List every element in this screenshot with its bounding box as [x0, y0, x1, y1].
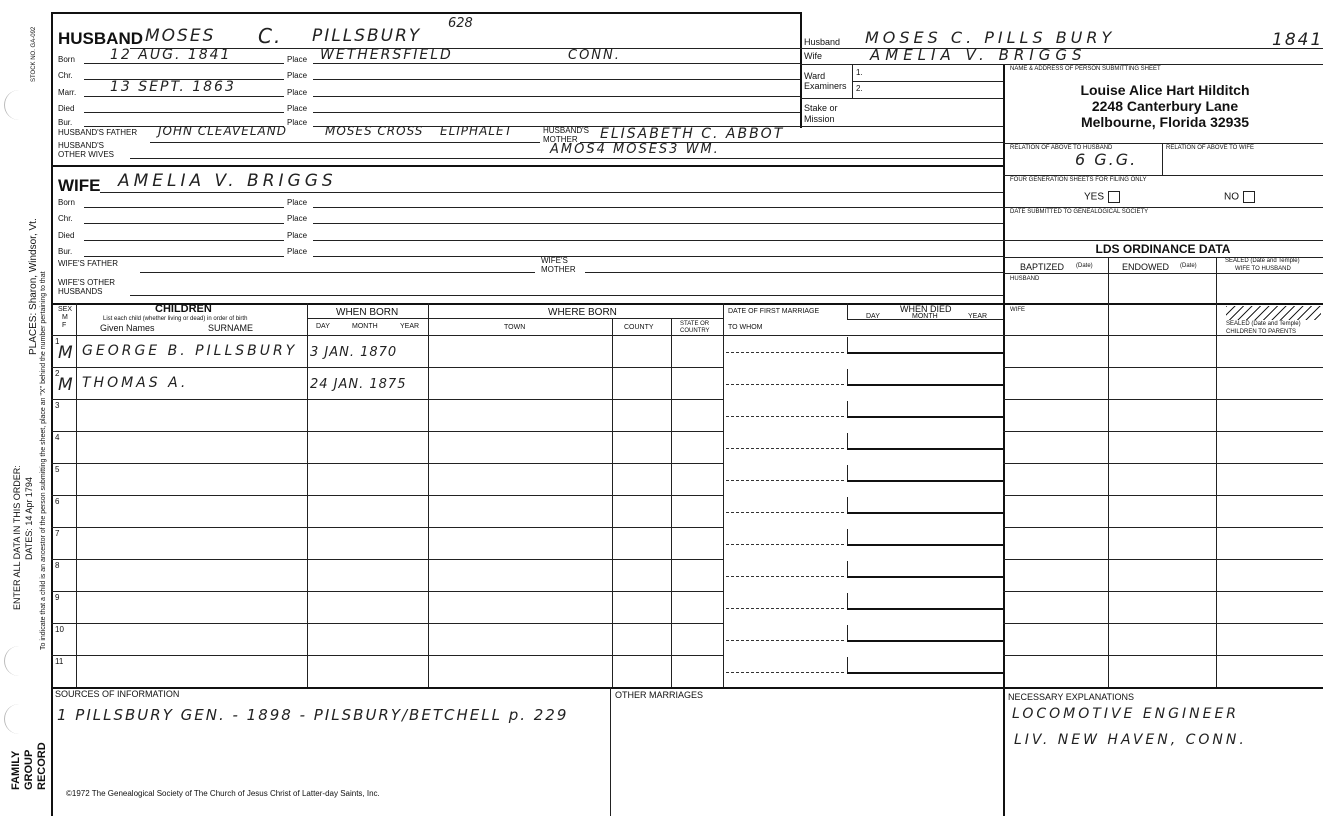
rule [852, 81, 1003, 82]
died-line [847, 352, 1003, 354]
explanation-line-1[interactable]: LOCOMOTIVE ENGINEER [1012, 706, 1240, 722]
rule [585, 272, 1003, 273]
rule [847, 303, 848, 319]
col-first-marriage: DATE OF FIRST MARRIAGE [728, 308, 820, 315]
explanation-line-2[interactable]: LIV. NEW HAVEN, CONN. [1014, 732, 1247, 748]
relation-wife-label: RELATION OF ABOVE TO WIFE [1166, 145, 1255, 151]
wife-other-husbands-label-2: HUSBANDS [58, 287, 103, 296]
child-name[interactable]: GEORGE B. PILLSBURY [82, 343, 298, 359]
col-sex: SEX [58, 306, 73, 313]
child-row-number: 3 [55, 401, 60, 410]
rule [847, 319, 1003, 320]
marriage-dashed-line [726, 352, 844, 353]
other-marriages-label: OTHER MARRIAGES [615, 690, 704, 700]
rule [84, 112, 284, 113]
rule [800, 98, 1003, 99]
husband-surname[interactable]: PILLSBURY [312, 26, 422, 46]
lds-sealed-wife-2: WIFE TO HUSBAND [1235, 266, 1291, 272]
punch-hole [4, 704, 21, 734]
table-row [51, 495, 723, 496]
rule [313, 96, 800, 97]
husband-bur-place-label: Place [287, 118, 308, 127]
rule [100, 192, 1003, 193]
rule [51, 335, 1003, 336]
frame-left [51, 12, 53, 816]
divider-children [51, 303, 1323, 305]
table-row [51, 559, 723, 560]
child-sex[interactable]: M [58, 343, 75, 363]
relation-husband-label: RELATION OF ABOVE TO HUSBAND [1010, 145, 1113, 151]
died-line [847, 576, 1003, 578]
rule [84, 207, 284, 208]
died-bracket [847, 401, 848, 416]
lds-hatched-box [1226, 306, 1321, 320]
four-gen-no[interactable] [1224, 191, 1255, 203]
rule [130, 295, 1003, 296]
frame-right-divider [1003, 64, 1005, 816]
wife-died-label: Died [58, 231, 75, 240]
wife-chr-label: Chr. [58, 214, 73, 223]
lds-endowed-date: (Date) [1180, 263, 1197, 269]
lds-row-line [1003, 495, 1323, 496]
husband-heading: HUSBAND [58, 29, 143, 48]
enter-data-note: ENTER ALL DATA IN THIS ORDER: [12, 465, 22, 610]
mission-label: Mission [804, 114, 835, 124]
col-died-month: MONTH [912, 313, 938, 320]
husband-died-place-label: Place [287, 104, 308, 113]
col-state: STATE OR [680, 321, 710, 327]
rule [1003, 175, 1323, 176]
punch-hole [4, 90, 21, 120]
husband-born-date[interactable]: 12 AUG. 1841 [110, 47, 232, 63]
child-row-number: 11 [55, 657, 64, 666]
husband-mother-label-1: HUSBAND'S [543, 126, 589, 135]
marriage-dashed-line [726, 544, 844, 545]
submitter-street[interactable]: 2248 Canterbury Lane [1091, 98, 1239, 114]
rule [1003, 207, 1323, 208]
rule [1003, 143, 1323, 144]
table-row [51, 431, 723, 432]
rule [313, 79, 800, 80]
died-bracket [847, 465, 848, 480]
lds-row-line [1003, 335, 1323, 336]
lds-sealed-children-1: SEALED (Date and Temple) [1226, 321, 1301, 327]
died-bracket [847, 497, 848, 512]
rule [84, 256, 284, 257]
rule [84, 240, 284, 241]
four-gen-yes[interactable] [1084, 191, 1120, 203]
sources-label: SOURCES OF INFORMATION [55, 689, 180, 699]
died-line [847, 384, 1003, 386]
child-row-number: 9 [55, 593, 60, 602]
col-surname: SURNAME [208, 323, 254, 333]
rule [1003, 240, 1323, 241]
husband-father-extra2[interactable]: ELIPHALET [440, 124, 513, 138]
rule [150, 142, 540, 143]
col-sex-m: M [62, 314, 68, 321]
husband-father[interactable]: JOHN CLEAVELAND [158, 124, 287, 138]
rule [612, 318, 613, 687]
col-sex-f: F [62, 322, 67, 329]
rule [130, 158, 1003, 159]
lds-row-line [1003, 463, 1323, 464]
marriage-dashed-line [726, 608, 844, 609]
husband-mother[interactable]: ELISABETH C. ABBOT [600, 126, 785, 142]
ward-wife-name[interactable]: AMELIA V. BRIGGS [870, 46, 1087, 64]
col-county: COUNTY [624, 324, 654, 331]
lds-row-line [1003, 527, 1323, 528]
died-bracket [847, 625, 848, 640]
col-died-day: DAY [866, 313, 880, 320]
husband-given-name[interactable]: MOSES [145, 26, 216, 46]
lds-row-line [1003, 623, 1323, 624]
ancestor-instruction: To indicate that a child is an ancestor of the person submitting the sheet, place an "X" behind the number pertaining to that [40, 271, 47, 650]
table-row [51, 623, 723, 624]
rule [313, 63, 800, 64]
lds-baptized-date: (Date) [1076, 263, 1093, 269]
rule [84, 63, 284, 64]
marriage-dashed-line [726, 448, 844, 449]
stake-label: Stake or [804, 103, 838, 113]
lds-row-line [1003, 655, 1323, 656]
husband-chr-label: Chr. [58, 71, 73, 80]
four-gen-label: FOUR GENERATION SHEETS FOR FILING ONLY [1010, 177, 1147, 183]
child-born-date[interactable]: 3 JAN. 1870 [310, 345, 398, 360]
rule [84, 96, 284, 97]
died-bracket [847, 369, 848, 384]
col-children: CHILDREN [155, 303, 212, 315]
col-when-died: WHEN DIED [900, 304, 952, 314]
stock-number: STOCK NO. GA-092 [31, 26, 37, 82]
rule [1162, 143, 1163, 175]
col-when-born: WHEN BORN [336, 307, 399, 318]
ward-wife-label: Wife [804, 51, 822, 61]
child-born-date[interactable]: 24 JAN. 1875 [310, 377, 407, 392]
husband-mother-label-2: MOTHER [543, 135, 578, 144]
died-line [847, 512, 1003, 514]
rule [723, 303, 724, 687]
col-town: TOWN [504, 324, 526, 331]
died-line [847, 608, 1003, 610]
died-bracket [847, 337, 848, 352]
sources-text[interactable]: 1 PILLSBURY GEN. - 1898 - PILSBURY/BETCHELL p. 229 [57, 706, 569, 724]
child-row-number: 2 [55, 369, 60, 378]
rule [428, 318, 723, 319]
husband-other-wives-label-1: HUSBAND'S [58, 141, 104, 150]
date-submitted-label: DATE SUBMITTED TO GENEALOGICAL SOCIETY [1010, 209, 1149, 215]
wife-other-husbands-label-1: WIFE'S OTHER [58, 278, 116, 287]
husband-other-wives-label-2: OTHER WIVES [58, 150, 115, 159]
divider-wife [51, 165, 1003, 167]
examiner-2: 2. [856, 84, 863, 93]
lds-row-line [1003, 431, 1323, 432]
table-row [51, 591, 723, 592]
husband-father-extra[interactable]: MOSES CROSS [325, 124, 424, 138]
table-row [51, 399, 723, 400]
wife-bur-label: Bur. [58, 247, 73, 256]
husband-father-label: HUSBAND'S FATHER [58, 128, 138, 137]
rule [313, 112, 800, 113]
husband-born-state[interactable]: CONN. [568, 48, 621, 63]
rule [313, 207, 1003, 208]
lds-row-line [1003, 399, 1323, 400]
died-line [847, 640, 1003, 642]
rule [313, 256, 1003, 257]
wife-chr-place-label: Place [287, 214, 308, 223]
yes-label: YES [1084, 191, 1105, 203]
lds-title: LDS ORDINANCE DATA [1095, 242, 1231, 256]
child-sex[interactable]: M [58, 375, 75, 395]
rule [671, 318, 672, 687]
child-row-number: 6 [55, 497, 60, 506]
husband-initial[interactable]: C. [258, 24, 283, 48]
ward-husband-label: Husband [804, 37, 841, 47]
col-born-month: MONTH [352, 323, 378, 330]
col-where-born: WHERE BORN [548, 307, 617, 318]
marriage-dashed-line [726, 384, 844, 385]
frame-top [51, 12, 800, 14]
died-line [847, 544, 1003, 546]
lds-wife: WIFE [1010, 307, 1025, 313]
form-title-3: RECORD [36, 742, 48, 790]
marriage-dashed-line [726, 512, 844, 513]
husband-born-place[interactable]: WETHERSFIELD [320, 47, 453, 63]
rule [610, 687, 611, 816]
marriage-dashed-line [726, 640, 844, 641]
rule [313, 223, 1003, 224]
rule [307, 318, 428, 319]
wife-mother-label-2: MOTHER [541, 265, 576, 274]
died-line [847, 480, 1003, 482]
rule [313, 240, 1003, 241]
wife-bur-place-label: Place [287, 247, 308, 256]
explanations-label: NECESSARY EXPLANATIONS [1008, 692, 1135, 702]
died-line [847, 416, 1003, 418]
submitter-city[interactable]: Melbourne, Florida 32935 [1080, 114, 1250, 130]
husband-bur-label: Bur. [58, 118, 73, 127]
rule [1003, 273, 1323, 274]
no-label: NO [1224, 191, 1239, 203]
divider-footer [51, 687, 1323, 689]
husband-died-label: Died [58, 104, 75, 113]
form-title-1: FAMILY [10, 750, 22, 790]
table-row [51, 367, 723, 368]
lds-row-line [1003, 591, 1323, 592]
places-note: PLACES: Sharon, Windsor, Vt. [28, 218, 39, 355]
child-row-number: 1 [55, 337, 60, 346]
col-to-whom: TO WHOM [728, 324, 763, 331]
lds-baptized: BAPTIZED [1020, 262, 1065, 272]
copyright: ©1972 The Genealogical Society of The Church of Jesus Christ of Latter-day Saints, Inc. [66, 789, 380, 798]
submitter-name[interactable]: Louise Alice Hart Hilditch [1080, 82, 1250, 98]
col-died-year: YEAR [968, 313, 988, 320]
examiners-label: Examiners [804, 81, 847, 91]
husband-marr-place-label: Place [287, 88, 308, 97]
col-country: COUNTRY [680, 328, 710, 334]
frame-divider-top [800, 12, 802, 128]
husband-marr-date[interactable]: 13 SEPT. 1863 [110, 79, 236, 95]
child-name[interactable]: THOMAS A. [82, 375, 189, 391]
ward-husband-year[interactable]: 1841 [1272, 30, 1324, 50]
died-line [847, 672, 1003, 674]
husband-born-label: Born [58, 55, 75, 64]
husband-chr-place-label: Place [287, 71, 308, 80]
table-row [51, 463, 723, 464]
punch-hole [4, 646, 21, 676]
examiner-1: 1. [856, 68, 863, 77]
wife-heading: WIFE [58, 176, 101, 195]
wife-born-label: Born [58, 198, 75, 207]
lds-endowed: ENDOWED [1122, 262, 1169, 272]
col-born-year: YEAR [400, 323, 420, 330]
relation-husband[interactable]: 6 G.G. [1075, 150, 1138, 169]
wife-born-place-label: Place [287, 198, 308, 207]
rule [84, 223, 284, 224]
marriage-dashed-line [726, 672, 844, 673]
lds-sealed-wife-1: SEALED (Date and Temple) [1225, 258, 1300, 264]
table-row [51, 655, 723, 656]
husband-number: 628 [448, 16, 473, 31]
yes-checkbox[interactable] [1108, 191, 1120, 203]
ward-label: Ward [804, 71, 826, 81]
rule [800, 64, 1323, 65]
died-bracket [847, 593, 848, 608]
col-given: Given Names [100, 323, 155, 333]
child-row-number: 7 [55, 529, 60, 538]
ward-husband-name[interactable]: MOSES C. PILLS BURY [865, 28, 1116, 47]
submitter-label: NAME & ADDRESS OF PERSON SUBMITTING SHEET [1010, 66, 1161, 72]
wife-father-label: WIFE'S FATHER [58, 259, 119, 268]
child-row-number: 8 [55, 561, 60, 570]
rule [140, 272, 535, 273]
died-bracket [847, 561, 848, 576]
wife-name[interactable]: AMELIA V. BRIGGS [118, 171, 337, 191]
marriage-dashed-line [726, 480, 844, 481]
child-row-number: 4 [55, 433, 60, 442]
marriage-dashed-line [726, 416, 844, 417]
died-bracket [847, 529, 848, 544]
husband-other-wives[interactable]: AMOS4 MOSES3 WM. [550, 142, 720, 157]
lds-row-line [1003, 559, 1323, 560]
died-line [847, 448, 1003, 450]
col-list-note: List each child (whether living or dead) in order of birth [103, 316, 248, 322]
husband-marr-label: Marr. [58, 88, 77, 97]
dates-note: DATES: 14 Apr 1794 [24, 477, 34, 560]
died-bracket [847, 657, 848, 672]
form-title-2: GROUP [23, 749, 35, 790]
wife-died-place-label: Place [287, 231, 308, 240]
lds-husband: HUSBAND [1010, 276, 1040, 282]
lds-sealed-children-2: CHILDREN TO PARENTS [1226, 329, 1297, 335]
col-born-day: DAY [316, 323, 330, 330]
lds-row-line [1003, 367, 1323, 368]
wife-mother-label-1: WIFE'S [541, 256, 568, 265]
table-row [51, 527, 723, 528]
child-row-number: 5 [55, 465, 60, 474]
died-bracket [847, 433, 848, 448]
no-checkbox[interactable] [1243, 191, 1255, 203]
marriage-dashed-line [726, 576, 844, 577]
husband-born-place-label: Place [287, 55, 308, 64]
child-row-number: 10 [55, 625, 64, 634]
